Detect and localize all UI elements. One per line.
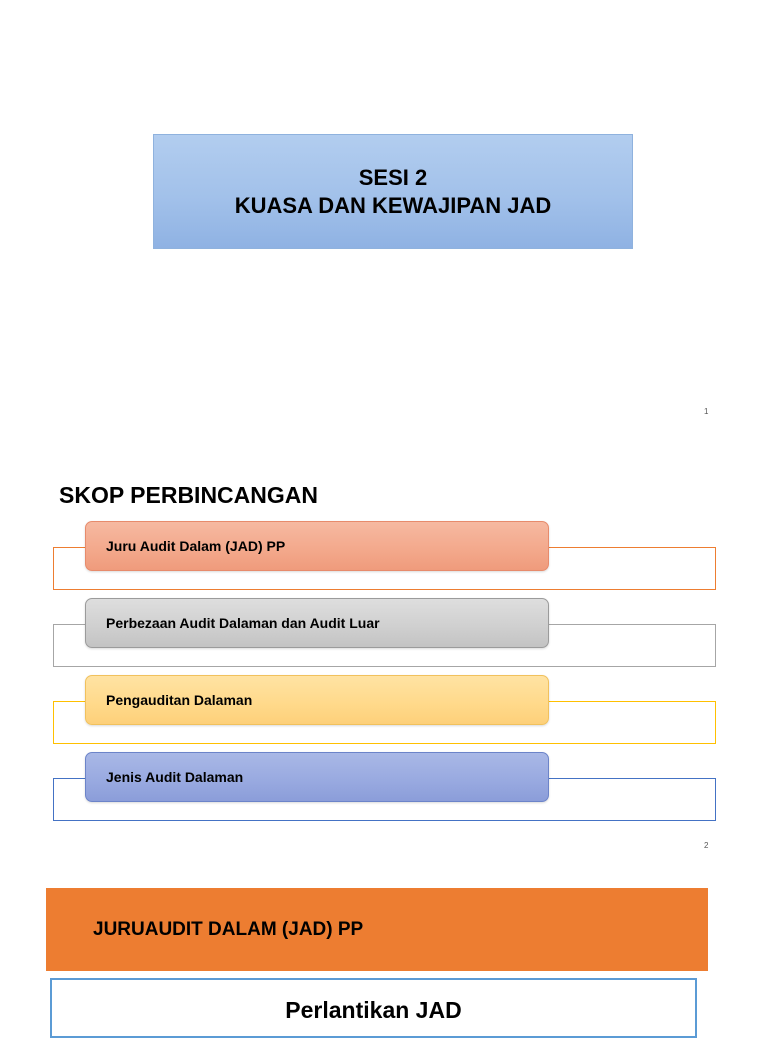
page-number: 1 xyxy=(704,407,709,416)
scope-item-label: Juru Audit Dalam (JAD) PP xyxy=(106,538,286,554)
session-title: KUASA DAN KEWAJIPAN JAD xyxy=(234,192,552,218)
scope-item-pengauditan xyxy=(85,675,549,725)
scope-item-label: Perbezaan Audit Dalaman dan Audit Luar xyxy=(106,615,380,631)
section-banner-title: JURUAUDIT DALAM (JAD) PP xyxy=(93,918,364,940)
scope-item-jad-pp xyxy=(85,521,549,571)
content-box xyxy=(50,978,697,1038)
page-number: 2 xyxy=(704,841,709,850)
session-title-box xyxy=(153,134,633,249)
scope-item-perbezaan xyxy=(85,598,549,648)
scope-item-label: Pengauditan Dalaman xyxy=(106,692,253,708)
scope-item-jenis-audit xyxy=(85,752,549,802)
section-banner xyxy=(46,888,708,971)
session-number: SESI 2 xyxy=(358,164,428,190)
content-heading: Perlantikan JAD xyxy=(285,997,462,1023)
scope-heading: SKOP PERBINCANGAN xyxy=(59,482,318,508)
scope-item-label: Jenis Audit Dalaman xyxy=(106,769,244,785)
